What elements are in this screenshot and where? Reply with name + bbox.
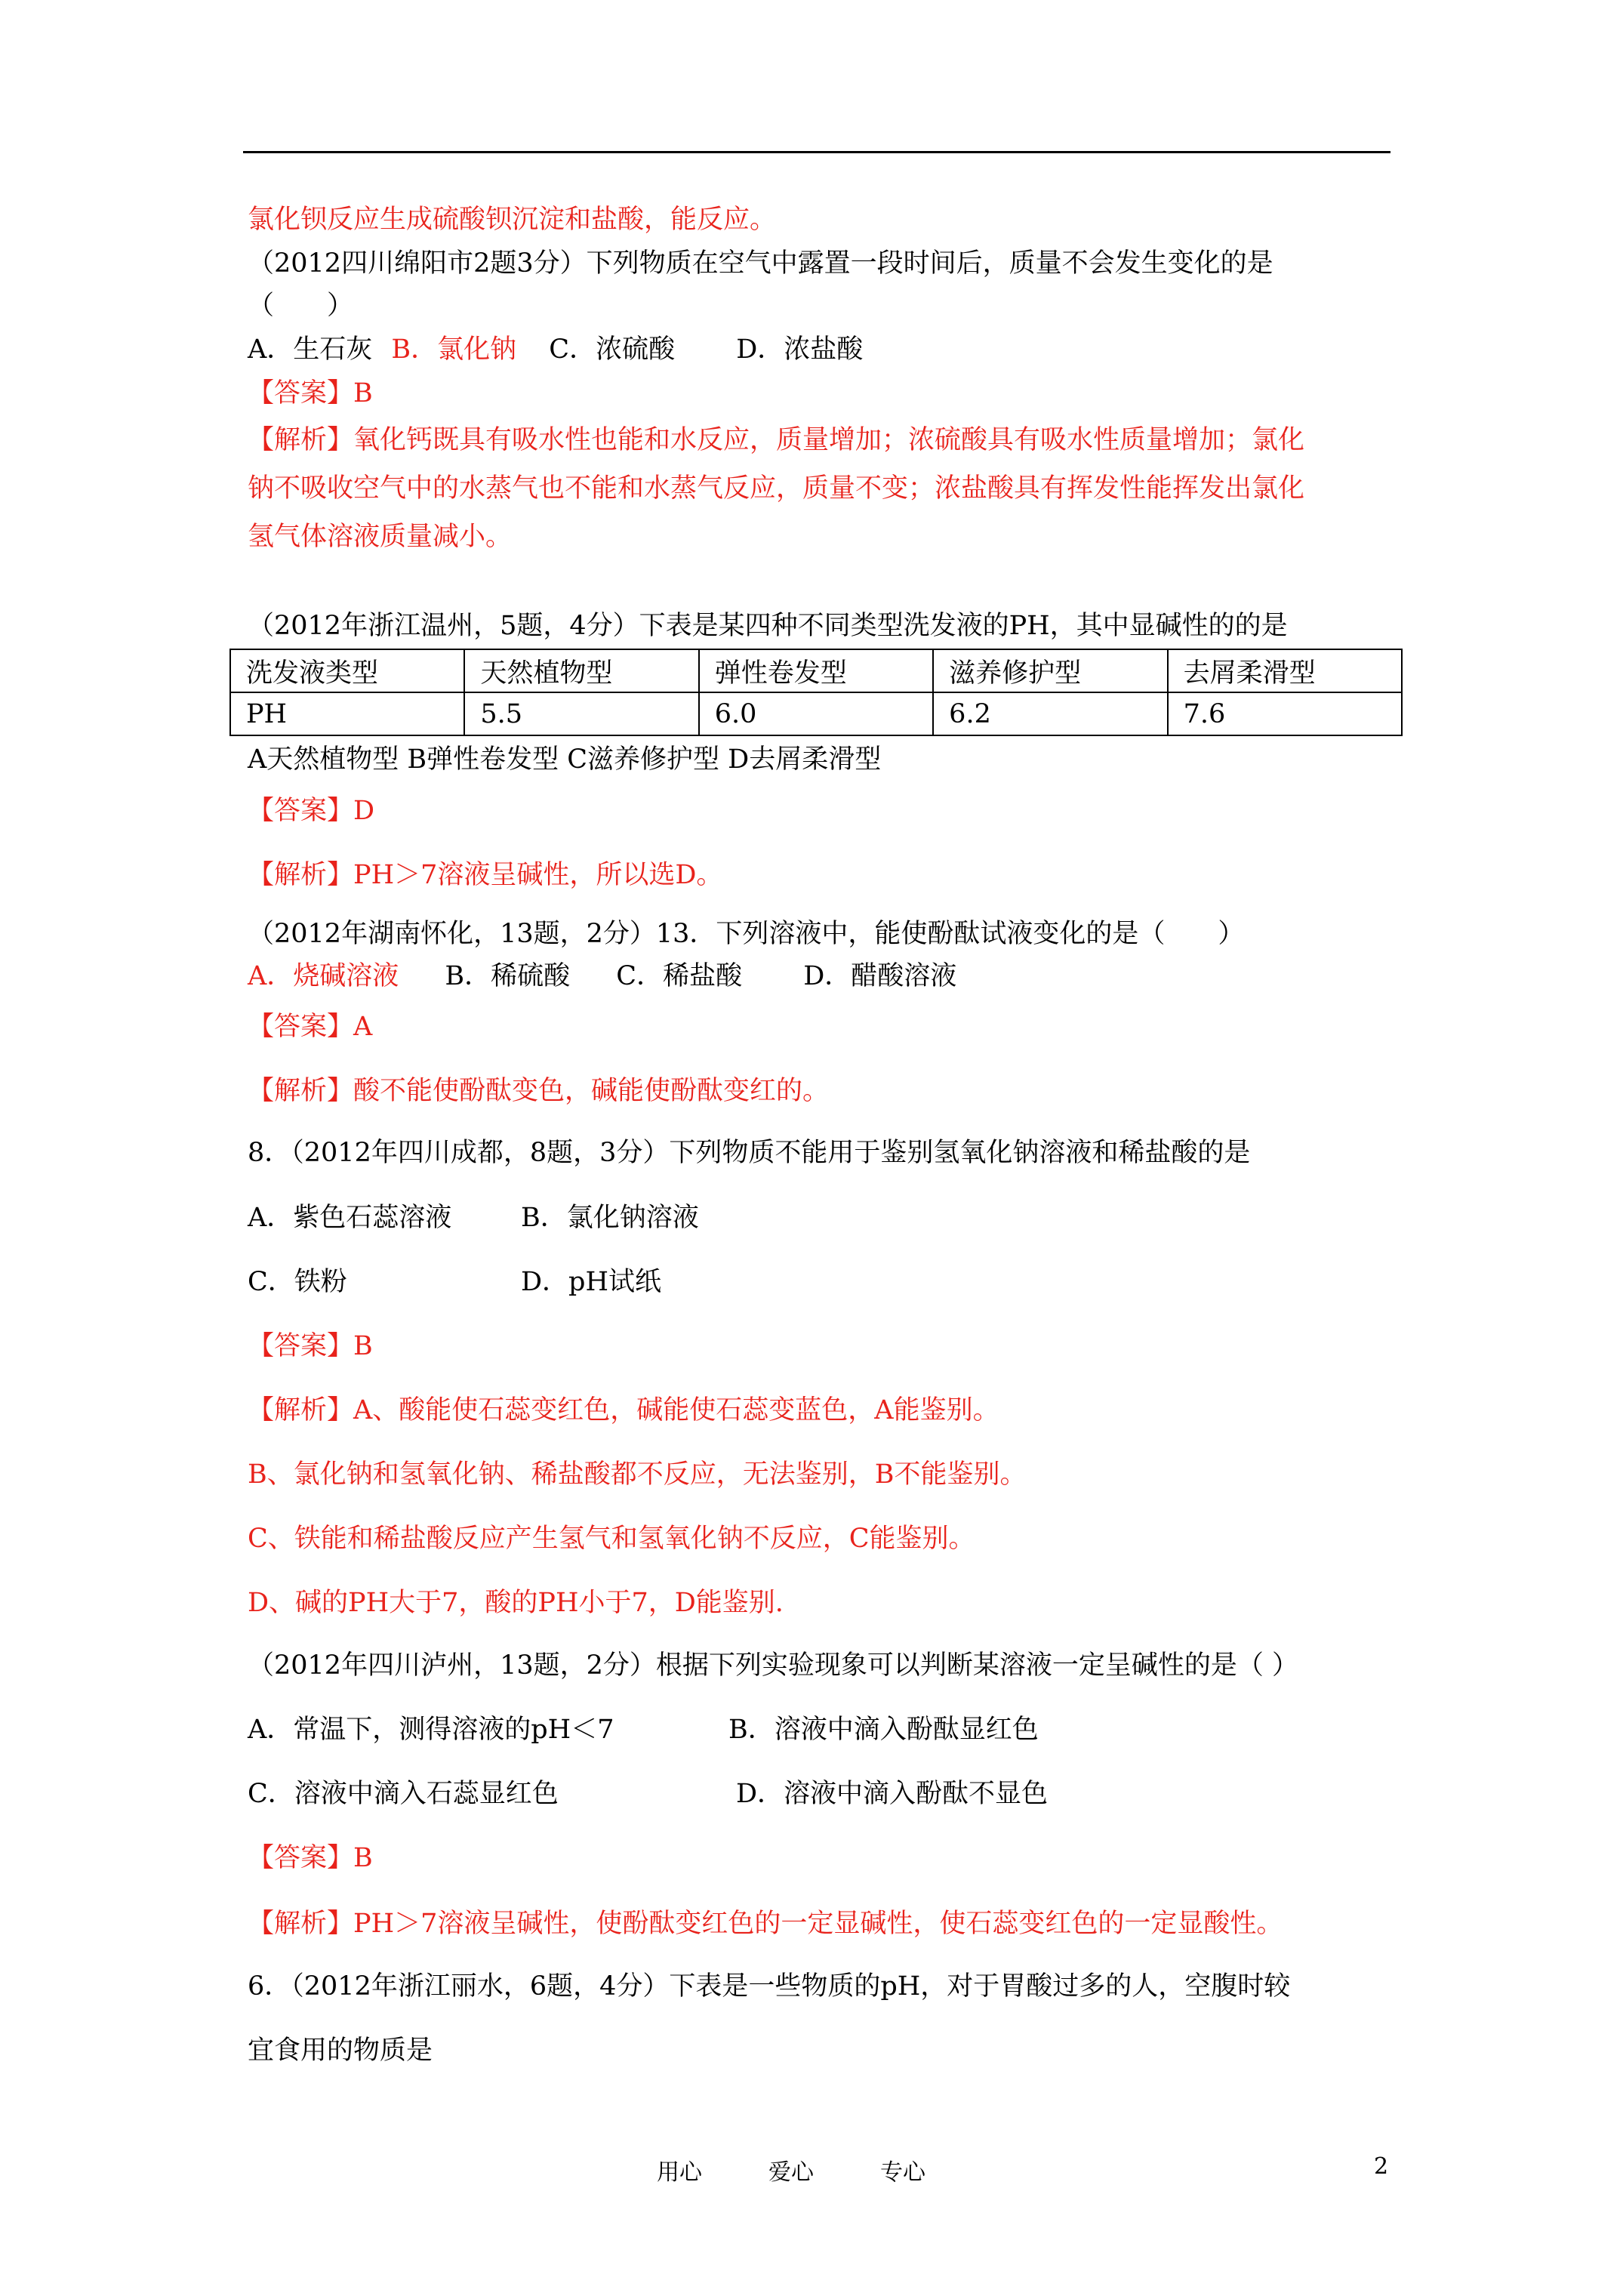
analysis-text: A、酸能使石蕊变红色，碱能使石蕊变蓝色，A能鉴别。	[353, 1395, 999, 1425]
table-row	[230, 692, 1402, 735]
table-cell: 6.2	[933, 692, 1167, 735]
q5-answer	[248, 1842, 373, 1874]
table-cell: 弹性卷发型	[699, 649, 933, 692]
q5-stem: （2012年四川泸州，13题，2分）根据下列实验现象可以判断某溶液一定呈碱性的是（ ）	[248, 1650, 1299, 1681]
header-rule	[243, 151, 1390, 153]
q3-answer	[248, 1011, 372, 1043]
q6-stem-line-2: 宜食用的物质是	[248, 2036, 433, 2066]
answer-tag: 【答案】	[248, 1012, 354, 1042]
table-cell: 去屑柔滑型	[1168, 649, 1402, 692]
q3-option-b: B．稀硫酸	[445, 961, 571, 991]
q3-analysis	[248, 1075, 829, 1107]
analysis-text: 酸不能使酚酞变色，碱能使酚酞变红的。	[353, 1076, 830, 1106]
answer-value: D	[353, 796, 375, 826]
answer-value: A	[353, 1012, 373, 1042]
answer-value: B	[353, 1331, 373, 1361]
page-number: 2	[1374, 2153, 1389, 2180]
intro-tail: 氯化钡反应生成硫酸钡沉淀和盐酸，能反应。	[248, 205, 777, 235]
q5-option-b: B．溶液中滴入酚酞显红色	[728, 1715, 1039, 1745]
answer-tag: 【答案】	[248, 1331, 354, 1361]
answer-tag: 【答案】	[248, 1843, 354, 1873]
analysis-tag: 【解析】	[248, 1076, 354, 1106]
analysis-text: 氧化钙既具有吸水性也能和水反应，质量增加；浓硫酸具有吸水性质量增加；氯化	[353, 425, 1305, 455]
q5-analysis	[248, 1908, 1283, 1940]
footer-word-1: 用心	[657, 2159, 702, 2186]
q3-option-c: C．稀盐酸	[616, 961, 743, 991]
q2-answer	[248, 795, 374, 827]
shampoo-ph-table	[229, 649, 1403, 736]
q5-option-d: D．溶液中滴入酚酞不显色	[736, 1779, 1049, 1809]
table-cell: 6.0	[699, 692, 933, 735]
q4-analysis-d: D、碱的PH大于7，酸的PH小于7，D能鉴别.	[248, 1588, 784, 1618]
q1-paren: （ ）	[248, 291, 354, 321]
analysis-tag: 【解析】	[248, 1395, 354, 1425]
table-cell: 洗发液类型	[230, 649, 464, 692]
table-header-row	[230, 649, 1402, 692]
answer-tag: 【答案】	[248, 378, 354, 408]
answer-tag: 【答案】	[248, 796, 354, 826]
q5-option-a: A．常温下，测得溶液的pH＜7	[248, 1715, 614, 1745]
analysis-tag: 【解析】	[248, 425, 354, 455]
q4-option-d: D．pH试纸	[521, 1267, 661, 1297]
table-cell: 5.5	[464, 692, 698, 735]
table-cell: 7.6	[1168, 692, 1402, 735]
q4-option-c: C．铁粉	[248, 1267, 347, 1297]
q1-options	[248, 334, 863, 365]
q3-option-d: D．醋酸溶液	[803, 961, 957, 991]
q1-analysis-line-2: 钠不吸收空气中的水蒸气也不能和水蒸气反应，质量不变；浓盐酸具有挥发性能挥发出氯化	[248, 473, 1305, 504]
q4-analysis-b: B、氯化钠和氢氧化钠、稀盐酸都不反应，无法鉴别，B不能鉴别。	[248, 1459, 1027, 1490]
q2-stem: （2012年浙江温州，5题，4分）下表是某四种不同类型洗发液的PH，其中显碱性的的是	[248, 611, 1288, 641]
q4-answer	[248, 1330, 373, 1362]
analysis-text: PH＞7溶液呈碱性，所以选D。	[353, 860, 723, 890]
q1-option-c: C．浓硫酸	[549, 334, 676, 365]
q1-answer	[248, 378, 373, 409]
footer-word-2: 爱心	[768, 2159, 814, 2186]
table-cell: 滋养修护型	[933, 649, 1167, 692]
q4-analysis-a	[248, 1395, 999, 1426]
q3-options	[248, 960, 956, 992]
q3-option-a: A．烧碱溶液	[248, 961, 399, 991]
answer-value: B	[353, 378, 373, 408]
q1-analysis-line-3: 氢气体溶液质量减小。	[248, 522, 513, 552]
table-cell: 天然植物型	[464, 649, 698, 692]
answer-value: B	[353, 1843, 373, 1873]
q2-analysis	[248, 859, 722, 891]
q2-options: A天然植物型 B弹性卷发型 C滋养修护型 D去屑柔滑型	[248, 744, 882, 775]
q1-option-d: D．浓盐酸	[736, 334, 864, 365]
q4-stem: 8．（2012年四川成都，8题，3分）下列物质不能用于鉴别氢氧化钠溶液和稀盐酸的是	[248, 1138, 1251, 1168]
q1-stem: （2012四川绵阳市2题3分）下列物质在空气中露置一段时间后，质量不会发生变化的是	[248, 248, 1273, 279]
q1-option-b: B．氯化钠	[391, 334, 517, 365]
analysis-text: PH＞7溶液呈碱性，使酚酞变红色的一定显碱性，使石蕊变红色的一定显酸性。	[353, 1909, 1283, 1939]
q1-analysis-line-1	[248, 424, 1304, 456]
table-cell: PH	[230, 692, 464, 735]
q1-option-a: A．生石灰	[248, 334, 373, 365]
analysis-tag: 【解析】	[248, 860, 354, 890]
footer-word-3: 专心	[880, 2159, 925, 2186]
analysis-tag: 【解析】	[248, 1909, 354, 1939]
q4-analysis-c: C、铁能和稀盐酸反应产生氢气和氢氧化钠不反应，C能鉴别。	[248, 1524, 975, 1554]
q4-option-a: A．紫色石蕊溶液	[248, 1203, 452, 1233]
q5-option-c: C．溶液中滴入石蕊显红色	[248, 1779, 559, 1809]
q6-stem-line-1: 6．（2012年浙江丽水，6题，4分）下表是一些物质的pH，对于胃酸过多的人，空腹时较	[248, 1971, 1291, 2002]
q4-option-b: B．氯化钠溶液	[521, 1203, 699, 1233]
q3-stem: （2012年湖南怀化，13题，2分）13．下列溶液中，能使酚酞试液变化的是（ ）	[248, 919, 1245, 949]
